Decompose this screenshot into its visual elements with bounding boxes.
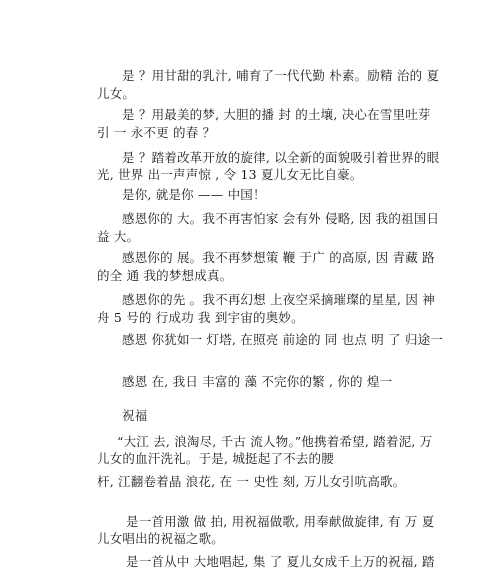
text-line: 感恩你的 大。我不再害怕家 会有外 侵略, 因 我的祖国日 — [122, 211, 440, 226]
text-line: 的全 通 我的梦想成真。 — [97, 268, 233, 283]
text-line: 感恩你的 展。我不再梦想策 鞭 于广 的高原, 因 青藏 路 — [122, 250, 435, 265]
text-line: 是一首用激 做 拍, 用祝福做歌, 用奉献做旋律, 有 万 夏 — [126, 514, 435, 529]
section-heading: 祝福 — [122, 408, 148, 423]
text-line: 是 ？踏着改革开放的旋律, 以全新的面貌吸引着世界的眼 — [122, 150, 440, 165]
text-line: 儿女。 — [97, 86, 136, 101]
text-line: 感恩你的先 。我不再幻想 上夜空采摘璀璨的星星, 因 神 — [122, 292, 435, 307]
text-line: 是一首从中 大地唱起, 集 了 夏儿女成千上万的祝福, 踏 — [126, 554, 435, 569]
text-line: 是 ？用甘甜的乳汁, 哺育了一代代勤 朴素。励精 治的 夏 — [122, 68, 440, 83]
text-line: 杆, 江翻卷着晶 浪花, 在 一 史性 刻, 万儿女引吭高歌。 — [97, 474, 406, 489]
text-line: 是你, 就是你 —— 中国！ — [122, 187, 266, 202]
text-line: 儿女唱出的祝福之歌。 — [97, 531, 225, 546]
text-line: “大江 去, 浪淘尽, 千古 流人物。”他携着希望, 踏着泥, 万 — [117, 434, 433, 449]
text-line: 光, 世界 出一声声惊 , 令 13 夏儿女无比自豪。 — [97, 167, 363, 182]
text-line: 儿女的血汗洗礼。于是, 城挺起了不去的腰 — [97, 451, 334, 466]
text-line: 感恩 你犹如一 灯塔, 在照亮 前途的 同 也点 明 了 归途一 — [122, 332, 444, 347]
text-line: 益 大。 — [97, 229, 140, 244]
text-line: 是 ？用最美的梦, 大胆的播 封 的土壤, 决心在雪里吐芽 — [122, 107, 431, 122]
text-line: 舟 5 号的 行成功 我 到宇宙的奥妙。 — [97, 310, 304, 325]
text-line: 感恩 在, 我日 丰富的 藻 不完你的繁 , 你的 煌一 — [122, 374, 393, 389]
text-line: 引 一 永不更 的春 ？ — [97, 125, 216, 140]
